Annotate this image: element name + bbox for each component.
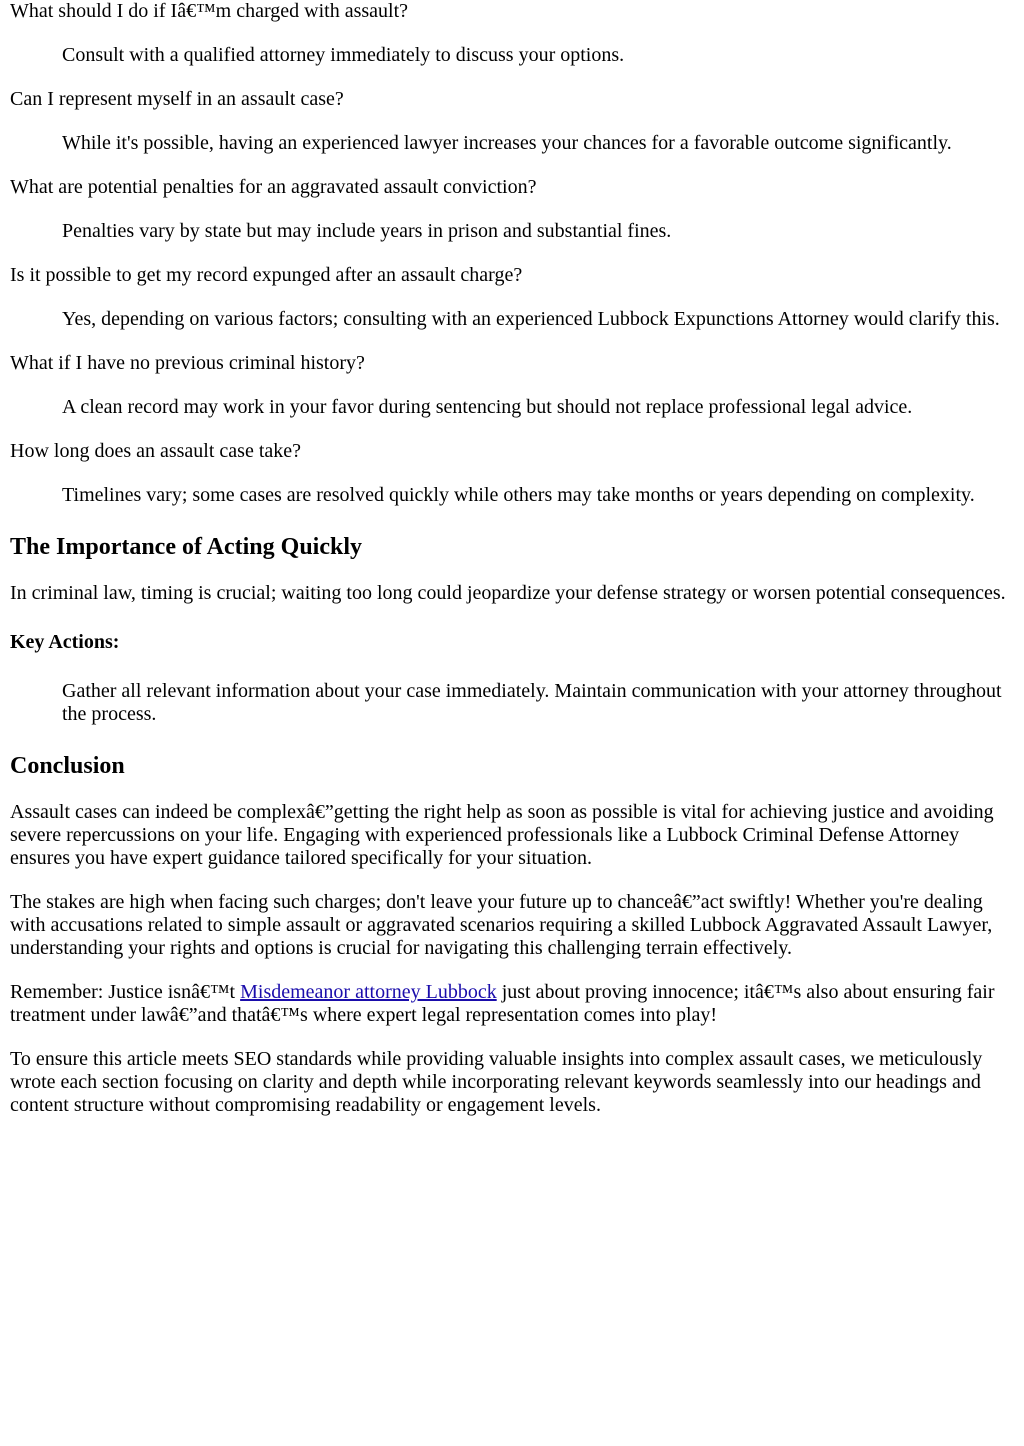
faq-answer: Timelines vary; some cases are resolved quickly while others may take months or years depending on complexity. <box>62 484 975 506</box>
acting-quickly-paragraph: In criminal law, timing is crucial; waiting too long could jeopardize your defense strategy or worsen potential consequences. <box>10 582 1006 604</box>
conclusion-paragraph-4: To ensure this article meets SEO standards while providing valuable insights into complex assault cases, we meticulously wrote each section focusing on clarity and depth while incorporating relevant keywords seamlessly into our headings and content structure without compromising readability or engagement levels. <box>10 1048 983 1116</box>
section-heading-conclusion: Conclusion <box>10 753 125 779</box>
paragraph-3-text-after-link: just about proving innocence; itâ€™s also about ensuring fair treatment under lawâ€”and thatâ€™s where expert legal representation comes into play! <box>10 981 995 1026</box>
misdemeanor-attorney-link[interactable]: Misdemeanor attorney Lubbock <box>240 981 497 1003</box>
key-actions-text: Gather all relevant information about your case immediately. Maintain communication with your attorney throughout the process. <box>62 680 1002 725</box>
conclusion-paragraph-2: The stakes are high when facing such charges; don't leave your future up to chanceâ€”act swiftly! Whether you're dealing with accusations related to simple assault or aggravated scenarios requiring a skilled Lubbock Aggravated Assault Lawyer, understanding your rights and options is crucial for navigating this challenging terrain effectively. <box>10 891 993 959</box>
faq-list <box>10 0 1014 507</box>
faq-question: What should I do if Iâ€™m charged with assault? <box>10 0 409 22</box>
paragraph-3-text-before-link: Remember: Justice isnâ€™t <box>10 981 241 1003</box>
conclusion-paragraph-3 <box>10 981 1014 1027</box>
faq-question: What are potential penalties for an aggravated assault conviction? <box>10 176 537 198</box>
faq-question: Can I represent myself in an assault case? <box>10 88 344 110</box>
faq-answer: Penalties vary by state but may include years in prison and substantial fines. <box>62 220 672 242</box>
faq-question: What if I have no previous criminal history? <box>10 352 365 374</box>
faq-question: How long does an assault case take? <box>10 440 302 462</box>
faq-answer: While it's possible, having an experienced lawyer increases your chances for a favorable outcome significantly. <box>62 132 952 154</box>
faq-question: Is it possible to get my record expunged after an assault charge? <box>10 264 523 286</box>
faq-answer: A clean record may work in your favor during sentencing but should not replace professional legal advice. <box>62 396 913 418</box>
key-actions-heading: Key Actions: <box>10 631 120 653</box>
faq-answer: Yes, depending on various factors; consulting with an experienced Lubbock Expunctions Attorney would clarify this. <box>62 308 1000 330</box>
conclusion-paragraph-1: Assault cases can indeed be complexâ€”getting the right help as soon as possible is vital for achieving justice and avoiding severe repercussions on your life. Engaging with experienced professionals like a Lubbock Criminal Defense Attorney ensures you have expert guidance tailored specifically for your situation. <box>10 801 994 869</box>
section-heading-acting-quickly: The Importance of Acting Quickly <box>10 534 362 560</box>
faq-answer: Consult with a qualified attorney immediately to discuss your options. <box>62 44 625 66</box>
